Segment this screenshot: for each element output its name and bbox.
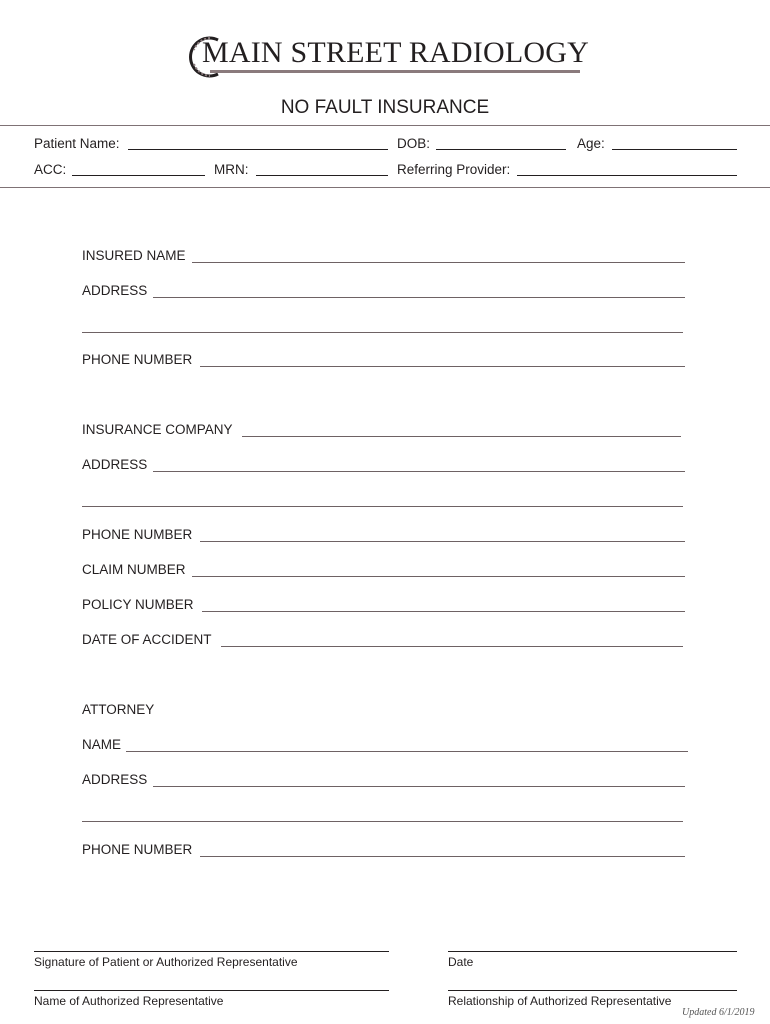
relationship-label: Relationship of Authorized Representative <box>448 994 672 1008</box>
rep-name-label: Name of Authorized Representative <box>34 994 224 1008</box>
acc-label: ACC: <box>34 162 67 177</box>
company-address-label: ADDRESS <box>82 457 148 472</box>
patient-name-field[interactable] <box>128 149 388 150</box>
claim-number-field[interactable] <box>192 576 685 577</box>
attorney-phone-label: PHONE NUMBER <box>82 842 193 857</box>
header-divider <box>0 125 770 126</box>
attorney-name-label: NAME <box>82 737 122 752</box>
date-of-accident-label: DATE OF ACCIDENT <box>82 632 212 647</box>
company-address-field[interactable] <box>153 471 685 472</box>
insured-phone-field[interactable] <box>200 366 685 367</box>
insured-address-line-2[interactable] <box>82 332 683 333</box>
insured-name-label: INSURED NAME <box>82 248 186 263</box>
patient-name-label: Patient Name: <box>34 136 120 151</box>
patient-divider <box>0 187 770 188</box>
date-label: Date <box>448 955 474 969</box>
dob-label: DOB: <box>397 136 431 151</box>
claim-number-label: CLAIM NUMBER <box>82 562 186 577</box>
date-line[interactable] <box>448 951 737 952</box>
signature-label: Signature of Patient or Authorized Representative <box>34 955 298 969</box>
updated-date: Updated 6/1/2019 <box>682 1007 755 1018</box>
attorney-address-label: ADDRESS <box>82 772 148 787</box>
signature-line[interactable] <box>34 951 389 952</box>
attorney-phone-field[interactable] <box>200 856 685 857</box>
referring-provider-field[interactable] <box>517 175 737 176</box>
date-of-accident-field[interactable] <box>221 646 683 647</box>
mrn-label: MRN: <box>214 162 249 177</box>
insured-phone-label: PHONE NUMBER <box>82 352 193 367</box>
policy-number-label: POLICY NUMBER <box>82 597 194 612</box>
logo <box>188 32 588 80</box>
insured-name-field[interactable] <box>192 262 685 263</box>
attorney-name-field[interactable] <box>126 751 688 752</box>
company-phone-label: PHONE NUMBER <box>82 527 193 542</box>
rep-name-line[interactable] <box>34 990 389 991</box>
page-title: NO FAULT INSURANCE <box>280 97 490 118</box>
company-phone-field[interactable] <box>200 541 685 542</box>
insurance-company-field[interactable] <box>242 436 681 437</box>
dob-field[interactable] <box>436 149 566 150</box>
age-field[interactable] <box>612 149 737 150</box>
relationship-line[interactable] <box>448 990 737 991</box>
mrn-field[interactable] <box>256 175 388 176</box>
policy-number-field[interactable] <box>202 611 685 612</box>
insured-address-field[interactable] <box>153 297 685 298</box>
company-address-line-2[interactable] <box>82 506 683 507</box>
logo-text: MAIN STREET RADIOLOGY <box>202 36 589 69</box>
attorney-address-line-2[interactable] <box>82 821 683 822</box>
logo-underline <box>210 70 580 73</box>
insured-address-label: ADDRESS <box>82 283 148 298</box>
attorney-heading: ATTORNEY <box>82 702 155 717</box>
acc-field[interactable] <box>72 175 205 176</box>
age-label: Age: <box>577 136 605 151</box>
attorney-address-field[interactable] <box>153 786 685 787</box>
insurance-company-label: INSURANCE COMPANY <box>82 422 233 437</box>
referring-provider-label: Referring Provider: <box>397 162 511 177</box>
